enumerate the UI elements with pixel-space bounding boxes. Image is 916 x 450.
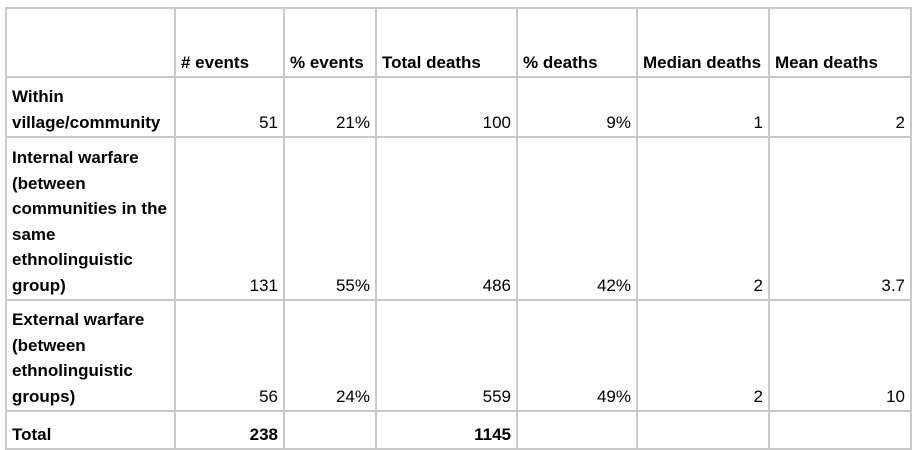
cell-pct-deaths: 9%: [517, 77, 637, 137]
total-mean-empty: [769, 411, 911, 449]
row-label: Within village/community: [6, 77, 175, 137]
cell-total-deaths: 100: [376, 77, 517, 137]
header-median-deaths: Median deaths: [637, 8, 769, 77]
row-label: External warfare (between ethnolinguistic groups): [6, 300, 175, 411]
cell-events: 56: [175, 300, 284, 411]
total-events: 238: [175, 411, 284, 449]
header-pct-events: % events: [284, 8, 376, 77]
cell-pct-events: 55%: [284, 137, 376, 300]
total-pct-events-empty: [284, 411, 376, 449]
cell-pct-events: 24%: [284, 300, 376, 411]
total-deaths: 1145: [376, 411, 517, 449]
warfare-deaths-table: [5, 7, 912, 450]
header-row: [6, 8, 911, 77]
cell-total-deaths: 486: [376, 137, 517, 300]
table-row: [6, 77, 911, 137]
cell-pct-deaths: 49%: [517, 300, 637, 411]
cell-pct-events: 21%: [284, 77, 376, 137]
header-pct-deaths: % deaths: [517, 8, 637, 77]
header-cell-empty: [6, 8, 175, 77]
cell-median-deaths: 1: [637, 77, 769, 137]
cell-events: 131: [175, 137, 284, 300]
cell-pct-deaths: 42%: [517, 137, 637, 300]
header-total-deaths: Total deaths: [376, 8, 517, 77]
cell-mean-deaths: 3.7: [769, 137, 911, 300]
cell-mean-deaths: 10: [769, 300, 911, 411]
cell-median-deaths: 2: [637, 137, 769, 300]
cell-median-deaths: 2: [637, 300, 769, 411]
cell-events: 51: [175, 77, 284, 137]
total-pct-deaths-empty: [517, 411, 637, 449]
header-events: # events: [175, 8, 284, 77]
cell-total-deaths: 559: [376, 300, 517, 411]
row-label: Internal warfare (between communities in the same ethnolinguistic group): [6, 137, 175, 300]
total-label: Total: [6, 411, 175, 449]
table-row: [6, 137, 911, 300]
cell-mean-deaths: 2: [769, 77, 911, 137]
total-row: [6, 411, 911, 449]
total-median-empty: [637, 411, 769, 449]
header-mean-deaths: Mean deaths: [769, 8, 911, 77]
table-row: [6, 300, 911, 411]
